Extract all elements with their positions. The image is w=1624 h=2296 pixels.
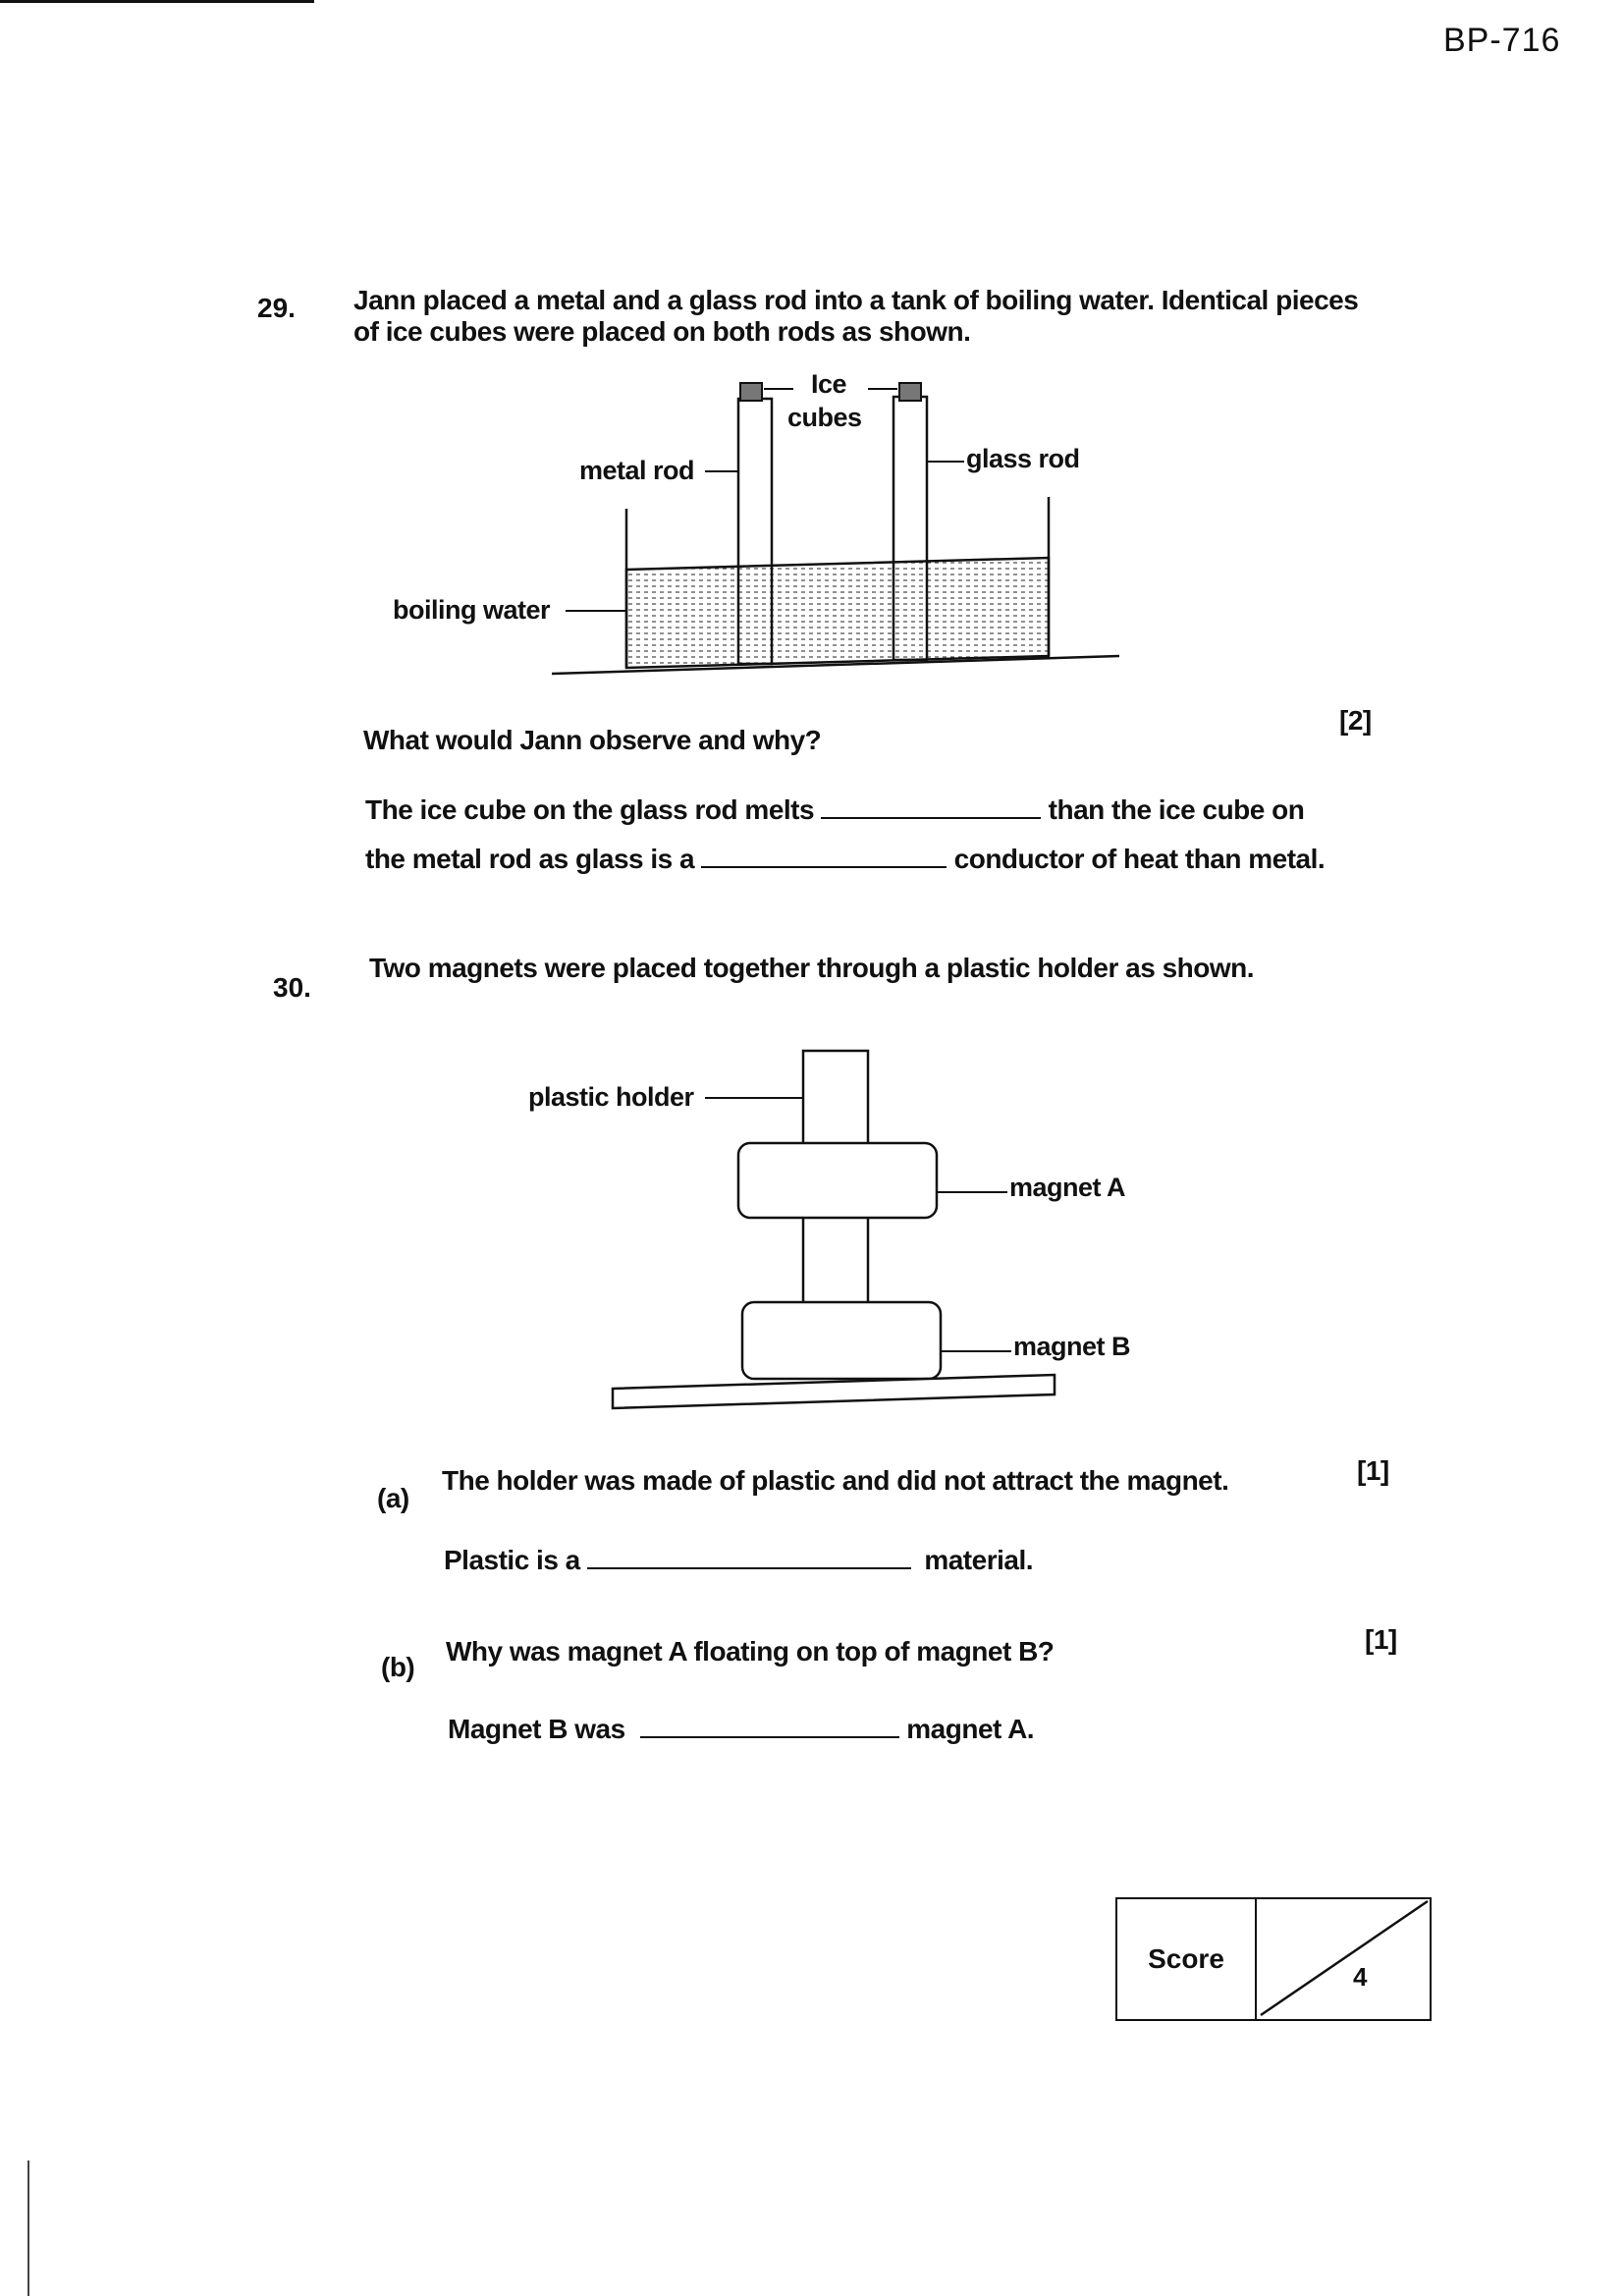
label-plastic-holder: plastic holder <box>528 1082 694 1112</box>
q29-answer-line2-end: conductor of heat than metal. <box>953 844 1326 874</box>
q29-marks: [2] <box>1339 705 1372 736</box>
q29-answer-line1-end: than the ice cube on <box>1048 794 1305 825</box>
q30a-blank[interactable] <box>587 1542 911 1569</box>
magnet-a <box>738 1143 937 1218</box>
q30b-marks: [1] <box>1365 1624 1397 1655</box>
q29-answer-line2-start: the metal rod as glass is a <box>365 844 695 874</box>
score-divider <box>1255 1899 1430 2019</box>
q30a-letter: (a) <box>377 1483 409 1513</box>
label-metal-rod: metal rod <box>579 456 695 485</box>
q30b-letter: (b) <box>381 1652 415 1682</box>
q30a-answer <box>444 1542 1033 1576</box>
scan-edge-top <box>0 0 314 3</box>
label-magnet-b: magnet B <box>1013 1332 1131 1361</box>
q30-number: 30. <box>273 972 311 1003</box>
q29-text-line1: Jann placed a metal and a glass rod into a tank of boiling water. Identical pieces <box>353 285 1359 315</box>
q30b-answer-end: magnet A. <box>906 1714 1035 1744</box>
q30a-marks: [1] <box>1357 1455 1389 1486</box>
label-cubes: cubes <box>787 403 862 432</box>
score-label: Score <box>1117 1899 1257 2019</box>
label-magnet-a: magnet A <box>1009 1173 1126 1202</box>
q29-question: What would Jann observe and why? <box>363 725 822 755</box>
q30b-text: Why was magnet A floating on top of magnet B? <box>446 1636 1055 1667</box>
magnet-b <box>742 1302 941 1379</box>
page-code: BP-716 <box>1443 22 1561 59</box>
q30b-blank[interactable] <box>640 1711 899 1738</box>
q29-text-line2: of ice cubes were placed on both rods as shown. <box>353 316 971 347</box>
label-glass-rod: glass rod <box>966 444 1080 473</box>
q30b-answer-start: Magnet B was <box>448 1714 625 1744</box>
scan-edge-left <box>27 2160 29 2296</box>
q30b-answer <box>448 1711 1034 1745</box>
q30-text: Two magnets were placed together through a plastic holder as shown. <box>369 953 1255 983</box>
score-box <box>1115 1897 1432 2021</box>
label-ice: Ice <box>811 369 847 399</box>
q29-number: 29. <box>257 293 296 323</box>
score-total: 4 <box>1353 1962 1368 1992</box>
q30a-answer-start: Plastic is a <box>444 1545 580 1575</box>
q30a-answer-end: material. <box>924 1545 1033 1575</box>
q29-answer-line1-start: The ice cube on the glass rod melts <box>365 794 815 825</box>
label-boiling-water: boiling water <box>393 595 551 625</box>
q30a-text: The holder was made of plastic and did not attract the magnet. <box>442 1465 1229 1496</box>
